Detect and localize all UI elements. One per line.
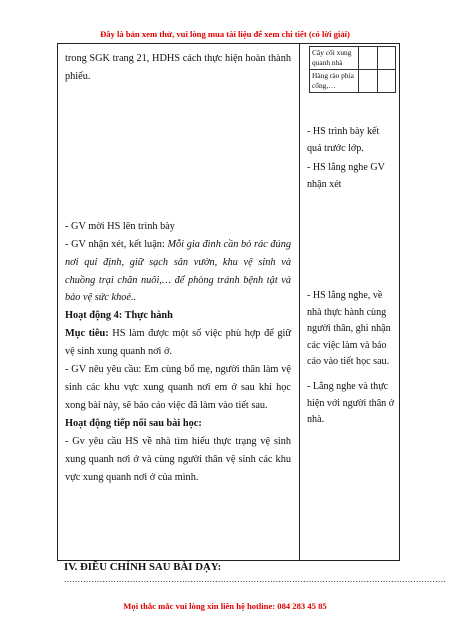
conclusion-text <box>65 236 291 308</box>
table-cell-label: Hàng rào phía cổng,… <box>310 70 359 93</box>
goal-label: Mục tiêu: <box>65 328 109 340</box>
header-banner: Đây là bản xem thử, vui lòng mua tài liệu để xem chi tiết (có lời giải) <box>100 29 350 39</box>
invite-text: - GV mời HS lên trình bày <box>65 220 175 232</box>
section-heading: IV. ĐIỀU CHỈNH SAU BÀI DẠY: <box>64 561 222 573</box>
table-cell <box>359 47 378 70</box>
column-divider <box>299 44 300 560</box>
dotted-line: ........................................................................................................................................... <box>64 574 447 584</box>
followup-title: Hoạt động tiếp nối sau bài học: <box>65 417 202 429</box>
listen-text: - HS lắng nghe GV nhận xét <box>307 162 385 190</box>
activity4-title: Hoạt động 4: Thực hành <box>65 310 173 322</box>
table-row <box>310 47 396 70</box>
teacher-activities-column <box>65 50 291 486</box>
table-cell-label: Cây cối xung quanh nhà <box>310 47 359 70</box>
intro-text: trong SGK trang 21, HDHS cách thực hiện hoàn thành phiếu. <box>65 53 291 82</box>
goal-text: HS làm được một số việc phù hợp để giữ vệ sinh xung quanh nơi ở. <box>65 328 291 358</box>
student-activities-column <box>307 124 396 193</box>
table-row <box>310 70 396 93</box>
conclusion-lead: - GV nhận xét, kết luận: <box>65 238 168 250</box>
worksheet-table <box>309 46 396 93</box>
present-text: - HS trình bày kết quả trước lớp. <box>307 126 380 154</box>
goal-paragraph <box>65 325 291 361</box>
table-cell <box>377 47 396 70</box>
listen-do-block <box>307 379 396 429</box>
followup-text: - Gv yêu cầu HS về nhà tìm hiểu thực trạng vệ sinh xung quanh nơi ở và cùng người thân vệ sinh các khu vực xung quanh nơi ở của mình. <box>65 435 291 483</box>
table-cell <box>377 70 396 93</box>
practice-block <box>307 288 396 371</box>
lesson-table <box>57 43 400 561</box>
task-text: - GV nêu yêu cầu: Em cùng bố mẹ, người thân làm vệ sinh các khu vực xung quanh nơi em ở sau khi học xong bài này, sẽ báo cáo việc đã làm vào tiết sau. <box>65 364 291 411</box>
listen-do-text: - Lắng nghe và thực hiện với người thân ở nhà. <box>307 381 395 425</box>
conclusion-italic: Mỗi gia đình cần bỏ rác đúng nơi qui định, giữ sạch sân vườn, khu vệ sinh và chuồng trại chăn nuôi,… để phòng tránh bệnh tật và bảo vệ sức khoẻ.. <box>65 238 291 304</box>
spacer <box>65 86 291 218</box>
practice-text: - HS lắng nghe, về nhà thực hành cùng người thân, ghi nhận các việc làm và báo cáo vào tiết học sau. <box>307 290 391 367</box>
footer-banner: Mọi thắc mắc vui lòng xin liên hệ hotline: 084 283 45 85 <box>123 601 327 611</box>
table-cell <box>359 70 378 93</box>
